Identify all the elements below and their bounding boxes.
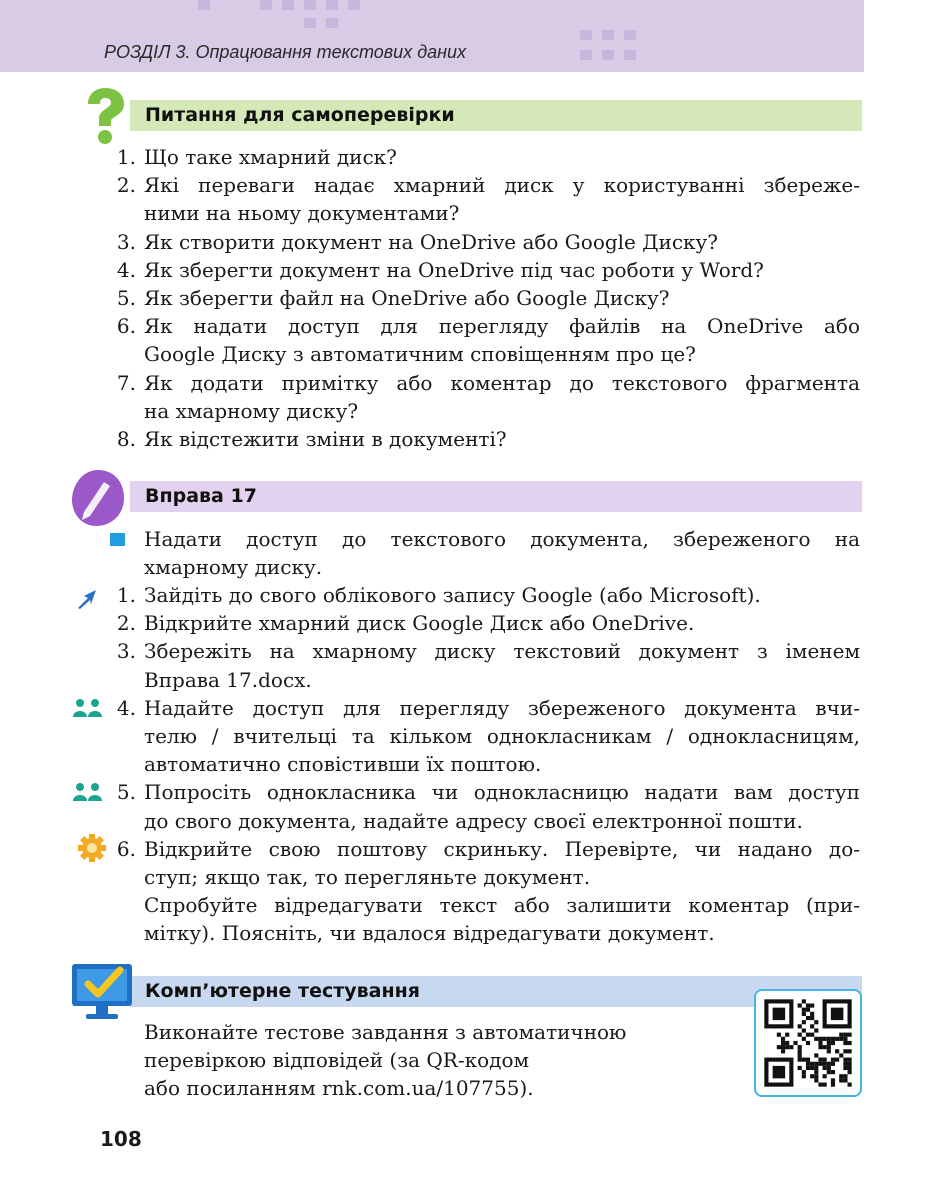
question-text: ними на ньому документами? — [144, 201, 460, 226]
decor-square — [282, 0, 294, 10]
testing-text-line: перевіркою відповідей (за QR-кодом — [144, 1048, 530, 1073]
question-text: Як створити документ на OneDrive або Google Диску? — [144, 229, 719, 254]
decor-square — [624, 50, 636, 60]
pair-work-icon — [72, 698, 104, 718]
question-number: 2. — [116, 173, 136, 198]
step-text: Вправа 17.docx. — [144, 667, 312, 692]
step-text: Відкрийте хмарний диск Google Диск або OneDrive. — [144, 611, 695, 636]
step-text: ступ; якщо так, то перегляньте документ. — [144, 865, 591, 889]
task-square-icon — [110, 533, 125, 546]
pair-work-icon — [72, 782, 104, 802]
step-text: телю / вчительці та кільком однокласникам / однокласницям, — [144, 724, 860, 748]
decor-square — [304, 18, 316, 28]
step-number: 2. — [116, 611, 136, 636]
decor-square — [326, 18, 338, 28]
decor-square — [304, 0, 316, 10]
gear-icon — [78, 834, 106, 862]
step-text: Надайте доступ для перегляду збереженого документа вчи- — [144, 695, 860, 720]
question-mark-icon — [80, 86, 130, 144]
question-text: Як надати доступ для перегляду файлів на OneDrive або — [144, 314, 860, 339]
question-number: 1. — [116, 145, 136, 169]
question-text: на хмарному диску? — [144, 398, 359, 423]
decor-square — [602, 50, 614, 60]
exercise-intro-line: хмарному диску. — [144, 555, 323, 580]
question-text: Як зберегти документ на OneDrive під час роботи у Word? — [144, 257, 764, 282]
question-number: 6. — [116, 314, 136, 339]
step-text: мітку). Поясніть, чи вдалося відредагувати документ. — [144, 921, 715, 946]
question-number: 4. — [116, 257, 136, 282]
testing-text-line: або посиланням rnk.com.ua/107755). — [144, 1076, 534, 1101]
step-number: 4. — [116, 695, 136, 720]
step-text: автоматично сповістивши їх поштою. — [144, 752, 542, 777]
step-number: 6. — [116, 836, 136, 861]
step-number: 1. — [116, 583, 136, 607]
question-text: Google Диску з автоматичним сповіщенням про це? — [144, 342, 696, 367]
exercise-intro-line: Надати доступ до текстового документа, збереженого на — [144, 527, 860, 551]
question-text: Як відстежити зміни в документі? — [144, 427, 507, 451]
decor-square — [580, 30, 592, 40]
step-text: Збережіть на хмарному диску текстовий документ з іменем — [144, 639, 860, 664]
step-number: 3. — [116, 639, 136, 664]
question-number: 8. — [116, 427, 136, 451]
pointer-icon — [76, 588, 98, 610]
qr-code-icon — [756, 991, 860, 1095]
testing-title: Комп’ютерне тестування — [145, 980, 420, 1002]
step-text: Відкрийте свою поштову скриньку. Перевірте, чи надано до- — [144, 836, 860, 861]
decor-square — [260, 0, 272, 10]
step-text: Спробуйте відредагувати текст або залишити коментар (при- — [144, 893, 860, 918]
question-text: Що таке хмарний диск? — [144, 145, 397, 169]
question-number: 7. — [116, 370, 136, 395]
decor-square — [348, 0, 360, 10]
decor-square — [580, 50, 592, 60]
step-text: Попросіть однокласника чи однокласницю надати вам доступ — [144, 780, 860, 805]
decor-square — [602, 30, 614, 40]
decor-square — [326, 0, 338, 10]
question-text: Як додати примітку або коментар до текстового фрагмента — [144, 370, 860, 395]
decor-square — [198, 0, 210, 10]
question-text: Як зберегти файл на OneDrive або Google Диску? — [144, 286, 670, 310]
exercise-icon — [70, 468, 126, 528]
questions-title: Питання для самоперевірки — [145, 104, 455, 126]
step-number: 5. — [116, 780, 136, 805]
testing-text-line: Виконайте тестове завдання з автоматичною — [144, 1020, 627, 1044]
section-title: РОЗДІЛ 3. Опрацювання текстових даних — [104, 42, 467, 62]
exercise-title: Вправа 17 — [145, 485, 257, 507]
step-text: Зайдіть до свого облікового запису Google (або Microsoft). — [144, 583, 761, 607]
question-number: 5. — [116, 286, 136, 310]
step-text: до свого документа, надайте адресу своєї електронної пошти. — [144, 808, 803, 833]
page-number: 108 — [100, 1127, 142, 1151]
qr-code[interactable] — [754, 989, 862, 1097]
question-text: Які переваги надає хмарний диск у користуванні збереже- — [144, 173, 860, 198]
question-number: 3. — [116, 229, 136, 254]
decor-square — [624, 30, 636, 40]
computer-test-icon — [70, 962, 134, 1022]
